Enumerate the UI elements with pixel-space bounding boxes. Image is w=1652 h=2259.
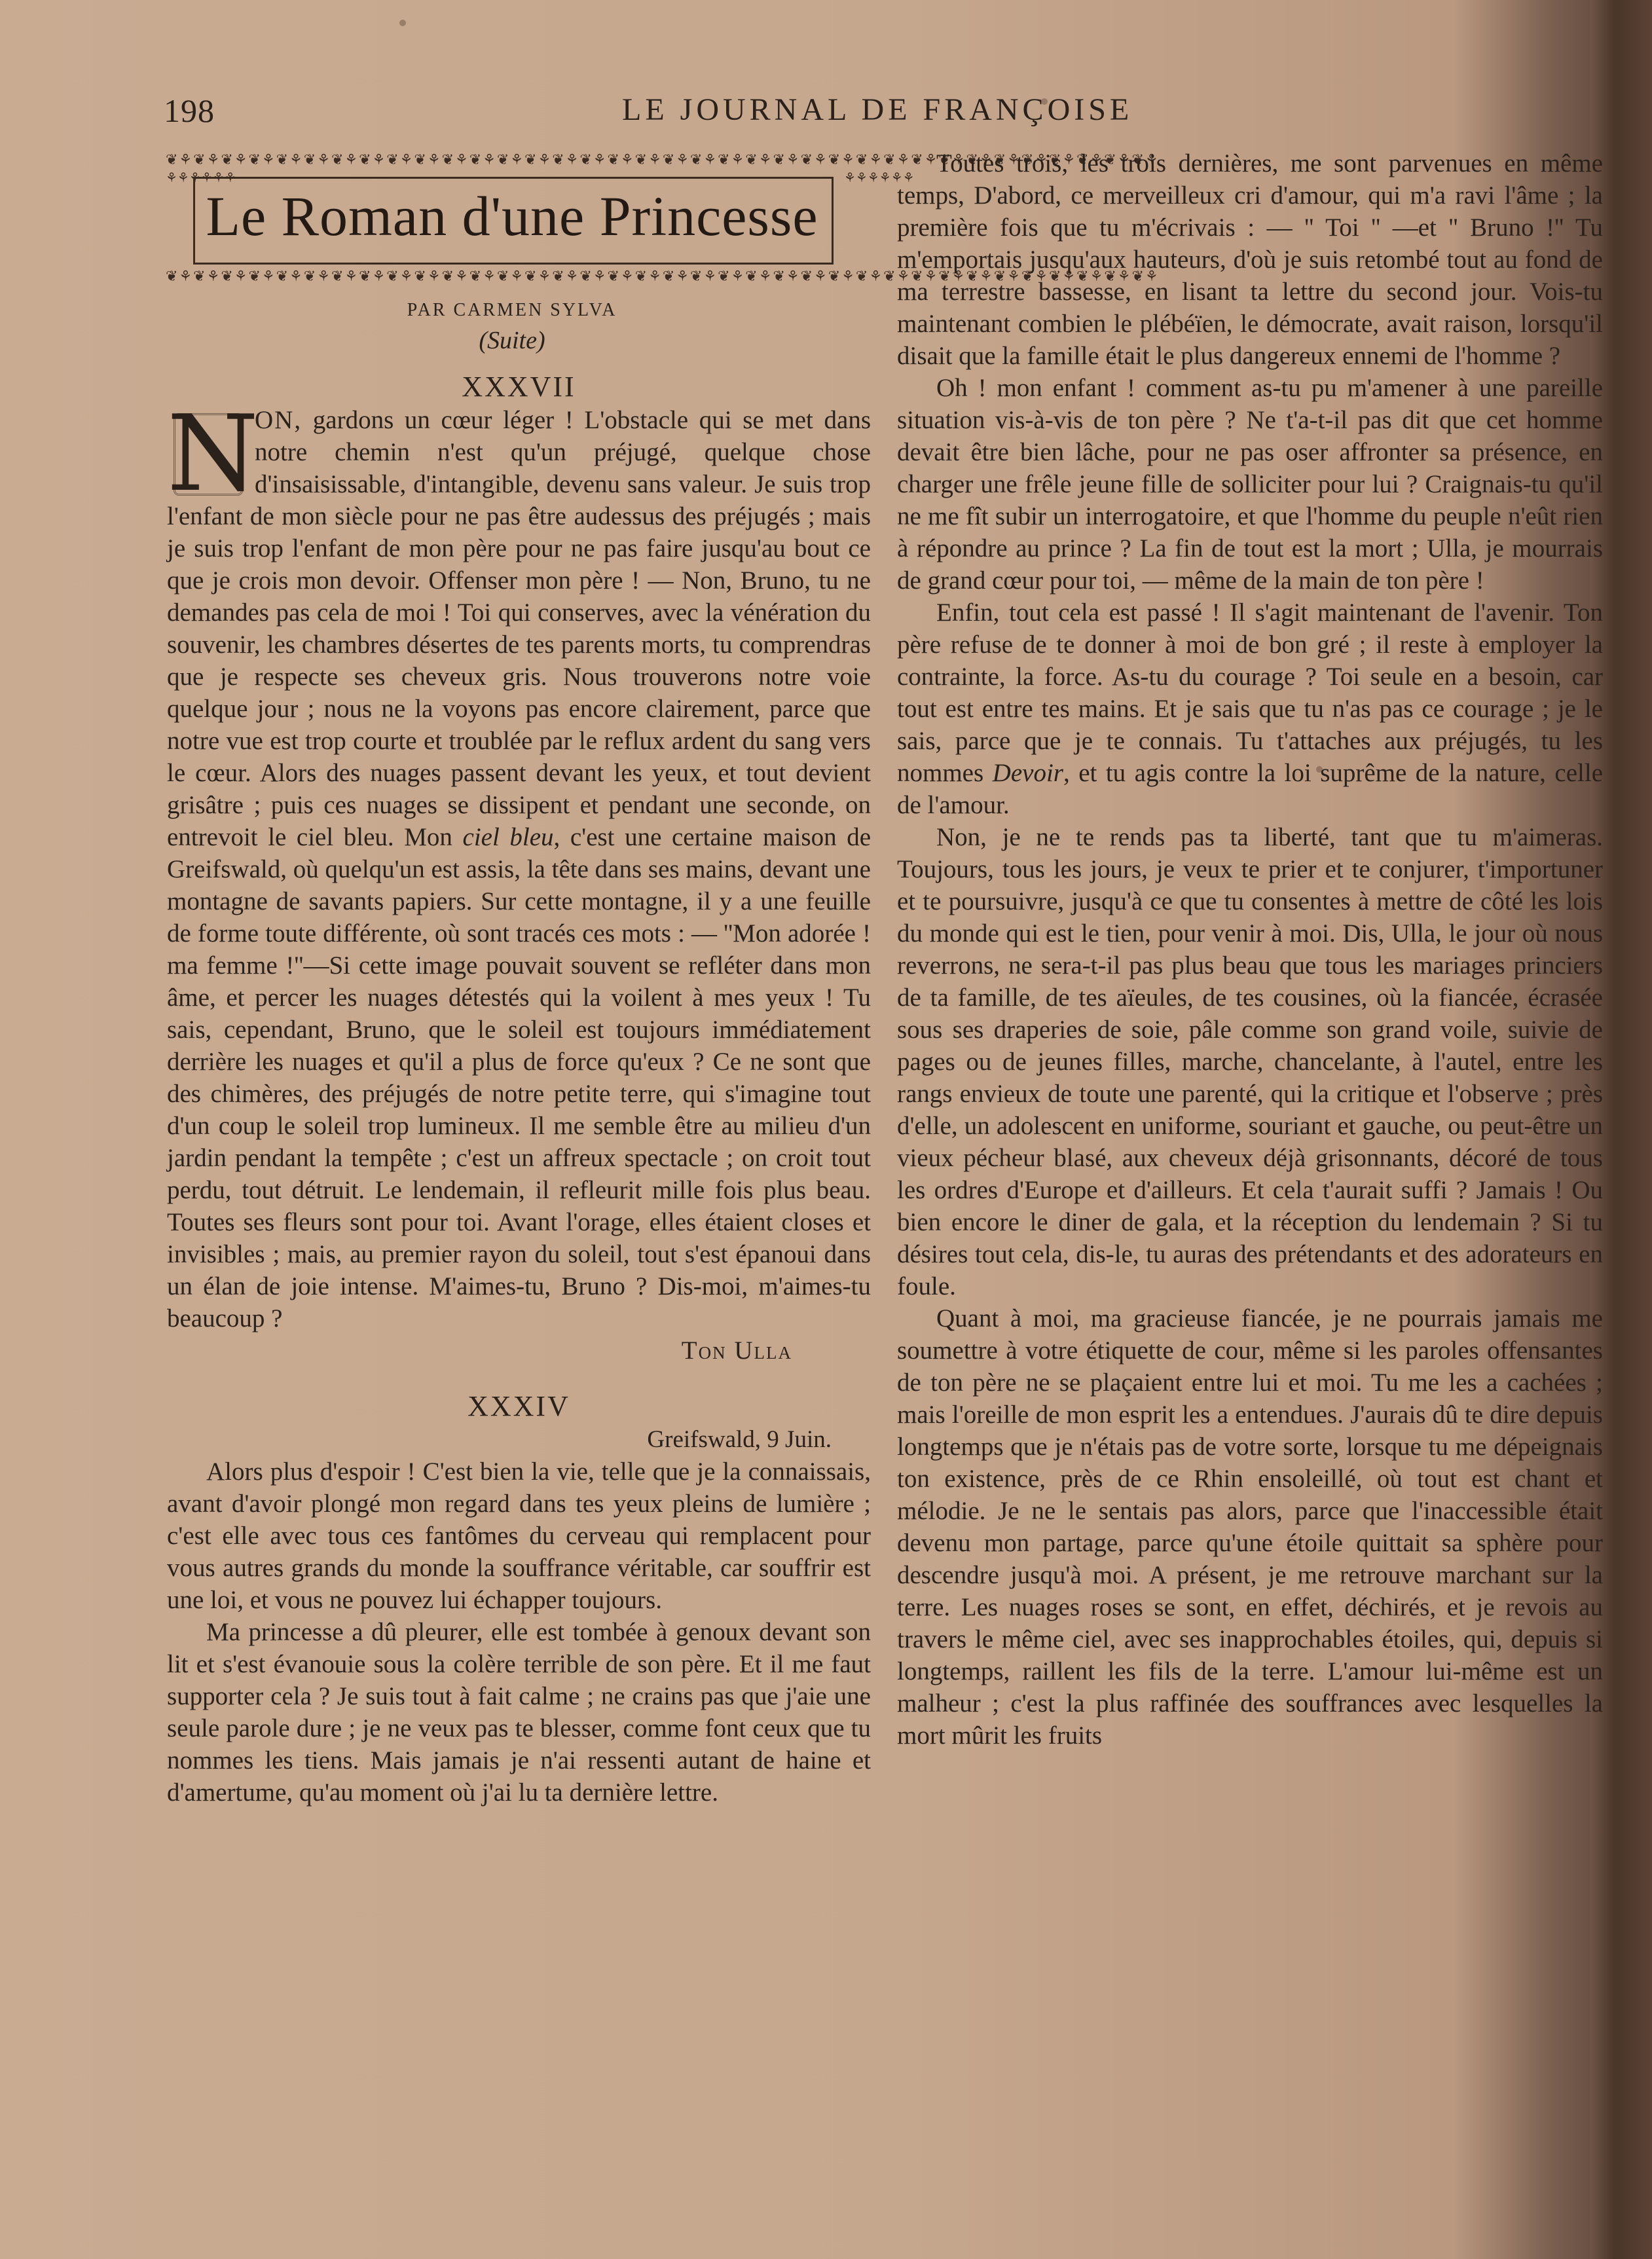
paragraph-text-continued: , c'est une certaine maison de Greifswald, où quelqu'un est assis, la tête dans ses mains, devant une montagne de savants papiers. Sur cette montagne, il y a une feuille de forme toute différente, où sont tracés ces mots : — ''Mon adorée ! ma femme !''—Si cette image pouvait souvent se refléter dans mon âme, et percer les nuages détestés qui la voilent à mes yeux ! Tu sais, cependant, Bruno, que le soleil est toujours immédiatement derrière les nuages et qu'il a plus de force qu'eux ? Ce ne sont que des chimères, des préjugés de notre petite terre, qui s'imagine tout d'un coup le soleil trop lumineux. Il me semble être au milieu d'un jardin pendant la tempête ; c'est un affreux spectacle ; on croit tout perdu, tout détruit. Le lendemain, il refleurit mille fois plus beau. Toutes ses fleurs sont pour toi. Avant l'orage, elles étaient closes et invisibles ; mais, au premier rayon du soleil, tout s'est épanoui dans un élan de joie intense. M'aimes-tu, Bruno ? Dis-moi, m'aimes-tu beaucoup ? <box>167 823 872 1332</box>
right-paragraph-4: Non, je ne te rends pas ta liberté, tant que tu m'aimeras. Toujours, tous les jours, je veux te prier et te conjurer, t'importuner et te poursuivre, jusqu'à ce que tu consentes à mettre de côté les lois du monde qui est le tien, pour venir à moi. Dis, Ulla, le jour où nous reverrons, ne sera-t-il pas plus beau que tous les mariages princiers de ta famille, de tes aïeules, de tes cousines, où la fiancée, écrasée sous ses draperies de soie, pâle comme son grand voile, suivie de pages ou de jeunes filles, marche, chancelante, à l'autel, entre les rangs envieux de toute une parenté, qui la critique et l'observe ; près d'elle, un adolescent en uniforme, souriant et gauche, ou peut-être un vieux pécheur blasé, aux cheveux déjà grisonnants, décoré de tous les ordres d'Europe et d'ailleurs. Et cela t'aurait suffi ? Jamais ! Ou bien encore le diner de gala, et la réception du lendemain ? Si tu désires tout cela, dis-le, tu auras des prétendants et des adorateurs en foule. <box>897 823 1603 1300</box>
paragraph-text: Enfin, tout cela est passé ! Il s'agit maintenant de l'avenir. Ton père refuse de te donner à moi de bon gré ; il reste à employer la contrainte, la force. As-tu du courage ? Toi seule en a besoin, car tout est entre tes mains. Et je sais que tu n'as pas ce courage ; je le sais, parce que je te connais. Tu t'attaches aux préjugés, tu les nommes <box>897 598 1603 787</box>
signature-ton-ulla: Ton Ulla <box>681 1336 792 1365</box>
page-header <box>164 92 1611 138</box>
paper-speck <box>1041 98 1048 105</box>
right-paragraph-1: Toutes trois, les trois dernières, me sont parvenues en même temps, D'abord, ce merveilleux cri d'amour, qui m'a ravi l'âme ; la première fois que tu m'écrivais : — '' Toi '' —et '' Bruno !'' Tu m'emportais jusqu'aux hauteurs, d'où je suis retombé tout au fond de ma terrestre bassesse, en lisant ta lettre du second jour. Vois-tu maintenant combien le plébéïen, le démocrate, avait raison, lorsqu'il disait que la famille était le plus dangereux ennemi de l'homme ? <box>897 149 1603 370</box>
title-ornamental-frame <box>166 151 1160 284</box>
page-number: 198 <box>164 92 215 129</box>
chapter-heading-xxxiv: XXXIV <box>468 1390 570 1422</box>
dropcap-initial: N <box>167 392 259 515</box>
first-word: ON, <box>255 406 303 434</box>
author-byline: PAR CARMEN SYLVA <box>407 300 617 320</box>
chapter-heading-xxxvii: XXXVII <box>462 371 576 403</box>
ornament-border-left: ⚘⚘⚘⚘⚘⚘ <box>166 171 236 185</box>
right-paragraph-3 <box>897 597 1603 821</box>
paragraph-text: gardons un cœur léger ! L'obstacle qui se met dans notre chemin n'est qu'un préjugé, quelque chose d'insaisissable, d'intangible, devenu sans valeur. Je suis trop l'enfant de mon siècle pour ne pas être audessus des préjugés ; mais je suis trop l'enfant de mon père pour ne pas faire jusqu'au bout ce que je crois mon devoir. Offenser mon père ! — Non, Bruno, tu ne demandes pas cela de moi ! Toi qui conserves, avec la vénération du souvenir, les chambres désertes de tes parents morts, tu comprendras que je respecte ses cheveux gris. Nous trouverons notre voie quelque jour ; nous ne la voyons pas encore clairement, parce que notre vue est trop courte et troublée par le reflux ardent du sang vers le cœur. Alors des nuages passent devant les yeux, et tout devient grisâtre ; puis ces nuages se dissipent et pendant une seconde, on entrevoit le ciel bleu. Mon <box>167 406 871 851</box>
left-column <box>167 367 871 1809</box>
ornament-border-right: ⚘⚘⚘⚘⚘⚘ <box>844 171 915 185</box>
italic-phrase: ciel bleu <box>462 823 554 851</box>
paragraph-text-continued: , et tu agis contre la loi suprême de la nature, celle de l'amour. <box>897 759 1604 819</box>
letter-ulla-paragraph <box>167 392 872 1334</box>
journal-title: LE JOURNAL DE FRANÇOISE <box>622 92 1133 127</box>
story-title: Le Roman d'une Princesse <box>206 185 818 248</box>
paper-speck <box>1316 766 1323 773</box>
ornament-border-top: ❦⚘❦⚘❦⚘❦⚘❦⚘❦⚘❦⚘❦⚘❦⚘❦⚘❦⚘❦⚘❦⚘❦⚘❦⚘❦⚘❦⚘❦⚘❦⚘❦⚘❦⚘❦⚘❦⚘❦⚘❦⚘❦⚘❦⚘❦⚘❦⚘❦⚘❦⚘❦⚘❦⚘❦⚘❦⚘❦⚘ <box>166 151 1160 168</box>
letter-bruno-paragraph-1: Alors plus d'espoir ! C'est bien la vie, telle que je la connaissais, avant d'avoir plongé mon regard dans tes yeux pleins de lumière ; c'est elle avec tous ces fantômes du cerveau qui remplacent pour vous autres grands du monde la souffrance véritable, car souffrir est une loi, et vous ne pouvez lui échapper toujours. <box>167 1458 871 1614</box>
right-paragraph-5: Quant à moi, ma gracieuse fiancée, je ne pourrais jamais me soumettre à votre étiquette de cour, même si les paroles offensantes de ton père ne se plaçaient entre lui et moi. Tu me les a cachées ; mais l'oreille de mon esprit les a entendues. J'aurais dû te dire depuis longtemps que je n'étais pas de votre sorte, lorsque tu me dépeignais ton existence, près de ce Rhin ensoleillé, où tout est chant et mélodie. Je ne le sentais pas alors, parce que l'inaccessible était devenu mon partage, parce qu'une étoile quittait sa sphère pour descendre jusqu'à moi. A présent, je me retrouve marchant sur la terre. Les nuages roses se sont, en effet, déchirés, et je revois au travers le même ciel, avec ses inapprochables étoiles, qui, depuis si longtemps, raillent les fils de la terre. L'amour lui-même est un malheur ; c'est la plus raffinée des souffrances avec lesquelles la mort mûrit les fruits <box>897 1304 1603 1750</box>
right-paragraph-2: Oh ! mon enfant ! comment as-tu pu m'amener à une pareille situation vis-à-vis de ton père ? Ne t'a-t-il pas dit que cet homme devait être bien lâche, pour ne pas oser affronter sa présence, en charger une frêle jeune fille de solliciter pour lui ? Craignais-tu qu'il ne me fît subir un interrogatoire, et que l'homme du peuple n'eût rien à répondre au prince ? La fin de tout est la mort ; Ulla, je mourrais de grand cœur pour toi, — même de la main de ton père ! <box>897 374 1603 595</box>
dateline: Greifswald, 9 Juin. <box>647 1426 832 1453</box>
italic-word-devoir: Devoir <box>992 759 1063 787</box>
right-column <box>897 147 1603 1752</box>
ornament-border-bottom: ❦⚘❦⚘❦⚘❦⚘❦⚘❦⚘❦⚘❦⚘❦⚘❦⚘❦⚘❦⚘❦⚘❦⚘❦⚘❦⚘❦⚘❦⚘❦⚘❦⚘❦⚘❦⚘❦⚘❦⚘❦⚘❦⚘❦⚘❦⚘❦⚘❦⚘❦⚘❦⚘❦⚘❦⚘❦⚘❦⚘ <box>166 268 1160 284</box>
letter-bruno-paragraph-2: Ma princesse a dû pleurer, elle est tombée à genoux devant son lit et s'est évanouie sous la colère terrible de son père. Et il me faut supporter cela ? Je suis tout à fait calme ; ne crains pas que j'aie une seule parole dure ; je ne veux pas te blesser, comme font ceux que tu nommes les tiens. Mais jamais je n'ai ressenti autant de haine et d'amertume, qu'au moment où j'ai lu ta dernière lettre. <box>167 1618 871 1807</box>
suite-label: (Suite) <box>479 327 545 354</box>
paper-speck <box>399 20 406 26</box>
